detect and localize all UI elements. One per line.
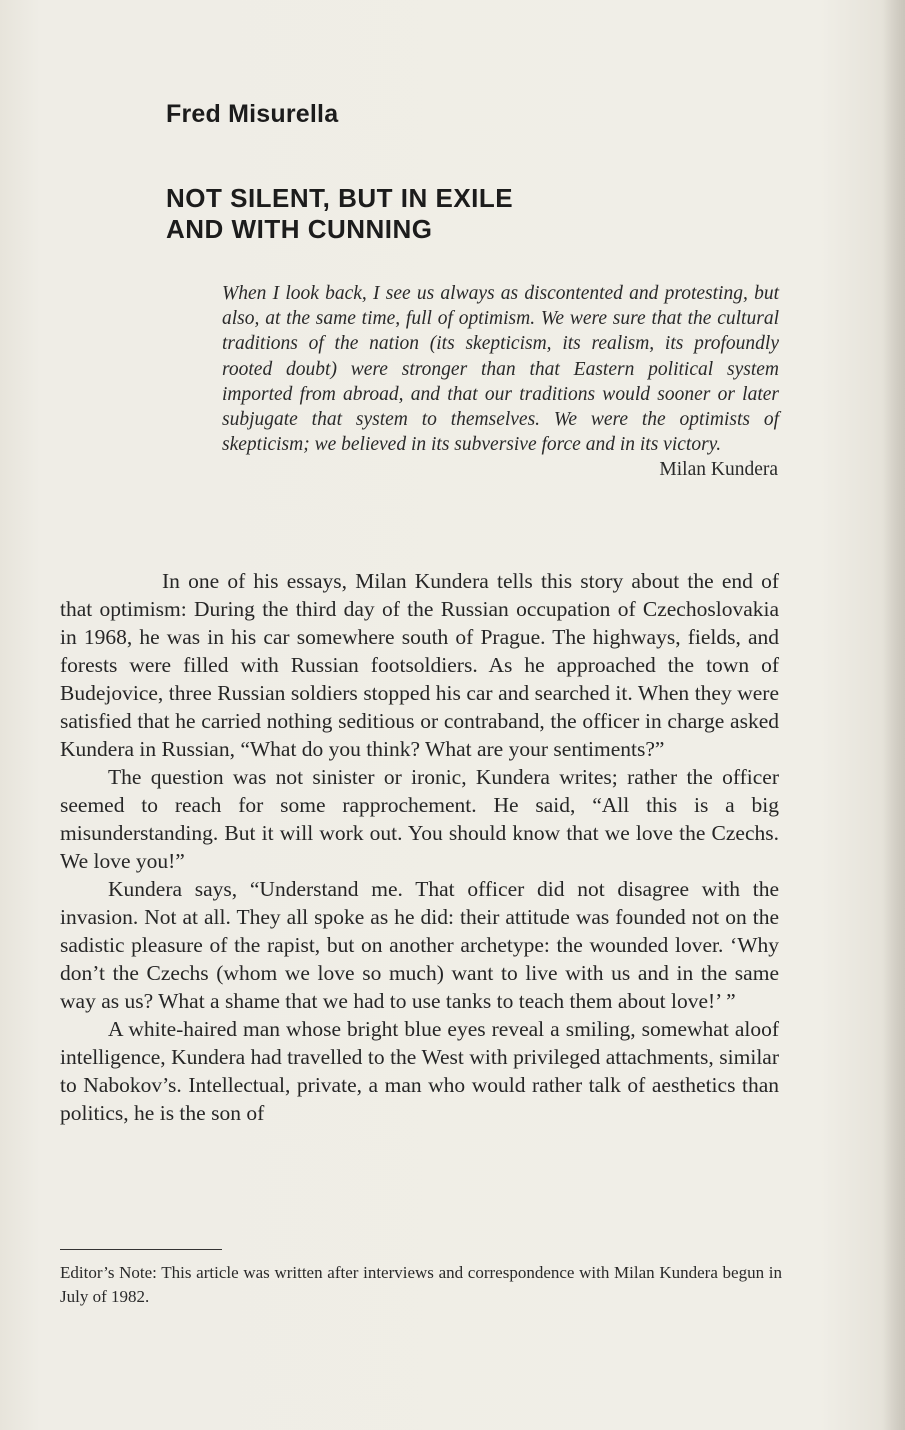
body-paragraph-4: A white-haired man whose bright blue eyes reveal a smiling, somewhat aloof intelligence, Kundera had travelled to the West with privileged attachments, similar to Nabokov’s. Intellectual, private, a man who would rather talk of aesthetics than politics, he is the son of [60, 1017, 779, 1125]
article-title [166, 183, 513, 245]
epigraph-quote: When I look back, I see us always as discontented and protesting, but also, at the same time, full of optimism. We were sure that the cultural traditions of the nation (its skepticism, its realism, its profoundly rooted doubt) were stronger than that Eastern political system imported from abroad, and that our traditions would sooner or later subjugate that system to themselves. We were the optimists of skepticism; we believed in its subversive force and in its victory. [222, 283, 779, 456]
epigraph-attribution: Milan Kundera [659, 459, 778, 480]
footnote-divider [60, 1249, 222, 1250]
body-paragraph-2: The question was not sinister or ironic, Kundera writes; rather the officer seemed to reach for some rapprochement. He said, “All this is a big misunderstanding. But it will work out. You should know that we love the Czechs. We love you!” [60, 765, 779, 873]
body-paragraph-1: In one of his essays, Milan Kundera tells this story about the end of that optimism: During the third day of the Russian occupation of Czechoslovakia in 1968, he was in his car somewhere south of Prague. The highways, fields, and forests were filled with Russian footsoldiers. As he approached the town of Budejovice, three Russian soldiers stopped his car and searched it. When they were satisfied that he carried nothing seditious or contraband, the officer in charge asked Kundera in Russian, “What do you think? What are your sentiments?” [60, 569, 779, 761]
title-line-2: AND WITH CUNNING [166, 214, 433, 244]
article-body [60, 567, 779, 1127]
body-paragraph-3: Kundera says, “Understand me. That officer did not disagree with the invasion. Not at all. They all spoke as he did: their attitude was founded not on the sadistic pleasure of the rapist, but on another archetype: the wounded lover. ‘Why don’t the Czechs (whom we love so much) want to live with us and in the same way as us? What a shame that we had to use tanks to teach them about love!’ ” [60, 877, 779, 1013]
page-spine-shadow [883, 0, 905, 1430]
author-name: Fred Misurella [166, 100, 339, 128]
title-line-1: NOT SILENT, BUT IN EXILE [166, 183, 514, 213]
editor-footnote: Editor’s Note: This article was written after interviews and correspondence with Milan Kundera begun in July of 1982. [60, 1263, 782, 1306]
